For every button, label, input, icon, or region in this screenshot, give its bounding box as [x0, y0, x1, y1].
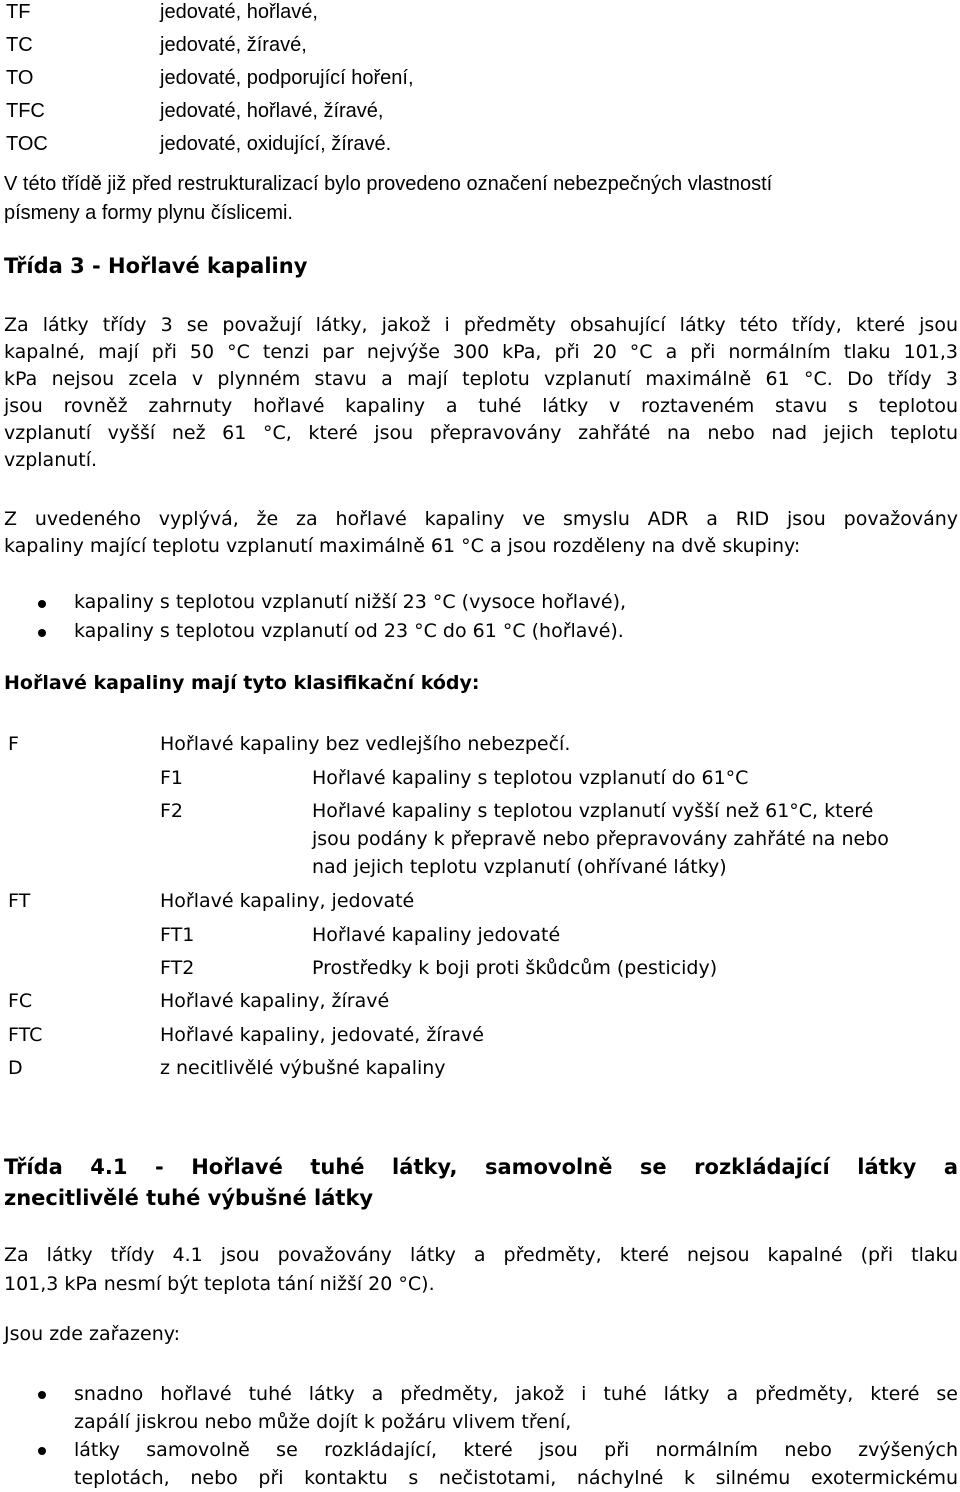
list-item	[0, 617, 960, 646]
classification-code: FT	[8, 890, 31, 912]
bullet-icon	[38, 1391, 46, 1399]
classification-description: Hořlavé kapaliny s teplotou vzplanutí do 61°C	[312, 767, 749, 789]
list-item	[0, 1380, 958, 1436]
classification-description: z necitlivělé výbušné kapaliny	[160, 1057, 446, 1079]
classification-code: FTC	[8, 1024, 43, 1046]
classification-subcode: FT2	[160, 957, 195, 979]
classification-description: Hořlavé kapaliny, žíravé	[160, 990, 390, 1012]
classification-subcode: FT1	[160, 924, 195, 946]
code-description: jedovaté, podporující hoření,	[160, 67, 414, 89]
classification-description	[312, 797, 960, 881]
classification-description: Hořlavé kapaliny jedovaté	[312, 924, 561, 946]
text-line: zapálí jiskrou nebo může dojít k požáru vlivem tření,	[74, 1411, 572, 1433]
classification-code: D	[8, 1057, 23, 1079]
text-line: znecitlivělé tuhé výbušné látky	[4, 1186, 374, 1210]
text-line: 101,3 kPa nesmí být teplota tání nižší 20 °C).	[4, 1273, 435, 1295]
text-line: písmeny a formy plynu číslicemi.	[4, 202, 293, 224]
text-line: Za látky třídy 3 se považují látky, jakož i předměty obsahující látky této třídy, které jsou	[4, 314, 958, 336]
class3-bullet-list	[0, 588, 960, 646]
code-label: TF	[6, 1, 31, 23]
class41-paragraph-2: Jsou zde zařazeny:	[4, 1323, 181, 1345]
classification-subcode: F1	[160, 767, 184, 789]
class41-bullet-list	[0, 1380, 958, 1492]
bullet-icon	[38, 600, 46, 608]
class3-paragraph-1	[4, 312, 958, 474]
class41-paragraph-1	[4, 1241, 958, 1299]
bullet-icon	[38, 629, 46, 637]
bullet-icon	[38, 1447, 46, 1455]
class3-paragraph-2	[4, 506, 958, 560]
text-line: vzplanutí vyšší než 61 °C, které jsou přepravovány zahřáté na nebo nad jejich teplotu	[4, 422, 958, 444]
code-description: jedovaté, hořlavé, žíravé,	[160, 100, 384, 122]
text-line: snadno hořlavé tuhé látky a předměty, jakož i tuhé látky a předměty, které se	[74, 1383, 958, 1405]
list-item-text: kapaliny s teplotou vzplanutí nižší 23 °C (vysoce hořlavé),	[74, 591, 627, 613]
text-line: Třída 4.1 - Hořlavé tuhé látky, samovolně se rozkládající látky a	[4, 1155, 958, 1179]
classification-code: F	[8, 733, 19, 755]
code-description: jedovaté, hořlavé,	[160, 1, 318, 23]
code-label: TO	[6, 67, 34, 89]
text-line: jsou rovněž zahrnuty hořlavé kapaliny a tuhé látky v roztaveném stavu s teplotou	[4, 395, 958, 417]
text-line: nad jejich teplotu vzplanutí (ohřívané látky)	[312, 856, 727, 878]
classification-subcode: F2	[160, 800, 184, 822]
code-description: jedovaté, oxidující, žíravé.	[160, 133, 392, 155]
text-line: kapaliny mající teplotu vzplanutí maximálně 61 °C a jsou rozděleny na dvě skupiny:	[4, 535, 801, 557]
codes-heading: Hořlavé kapaliny mají tyto klasifikační kódy:	[4, 672, 480, 694]
text-line: teplotách, nebo při kontaktu s nečistotami, náchylné k silnému exotermickému	[74, 1467, 958, 1489]
code-label: TC	[6, 34, 33, 56]
classification-code: FC	[8, 990, 33, 1012]
class41-heading	[4, 1152, 958, 1214]
intro-paragraph	[4, 170, 960, 228]
text-line: Hořlavé kapaliny s teplotou vzplanutí vyšší než 61°C, které	[312, 800, 874, 822]
text-line: kapalné, mají při 50 °C tenzi par nejvýše 300 kPa, při 20 °C a při normálním tlaku 101,3	[4, 341, 958, 363]
text-line: vzplanutí.	[4, 449, 98, 471]
classification-description: Hořlavé kapaliny bez vedlejšího nebezpečí.	[160, 733, 571, 755]
list-item-text: kapaliny s teplotou vzplanutí od 23 °C do 61 °C (hořlavé).	[74, 620, 624, 642]
text-line: jsou podány k přepravě nebo přepravovány zahřáté na nebo	[312, 828, 889, 850]
class3-heading: Třída 3 - Hořlavé kapaliny	[4, 254, 308, 278]
classification-description: Prostředky k boji proti škůdcům (pesticidy)	[312, 957, 718, 979]
text-line: Za látky třídy 4.1 jsou považovány látky a předměty, které nejsou kapalné (při tlaku	[4, 1244, 958, 1266]
text-line: kPa nejsou zcela v plynném stavu a mají teplotu vzplanutí maximálně 61 °C. Do třídy 3	[4, 368, 958, 390]
classification-description: Hořlavé kapaliny, jedovaté, žíravé	[160, 1024, 484, 1046]
list-item	[0, 1436, 958, 1492]
text-line: látky samovolně se rozkládající, které jsou při normálním nebo zvýšených	[74, 1439, 958, 1461]
code-description: jedovaté, žíravé,	[160, 34, 307, 56]
text-line: V této třídě již před restrukturalizací bylo provedeno označení nebezpečných vlastností	[4, 173, 773, 195]
code-label: TOC	[6, 133, 48, 155]
code-label: TFC	[6, 100, 45, 122]
classification-description: Hořlavé kapaliny, jedovaté	[160, 890, 415, 912]
list-item	[0, 588, 960, 617]
text-line: Z uvedeného vyplývá, že za hořlavé kapaliny ve smyslu ADR a RID jsou považovány	[4, 508, 958, 530]
